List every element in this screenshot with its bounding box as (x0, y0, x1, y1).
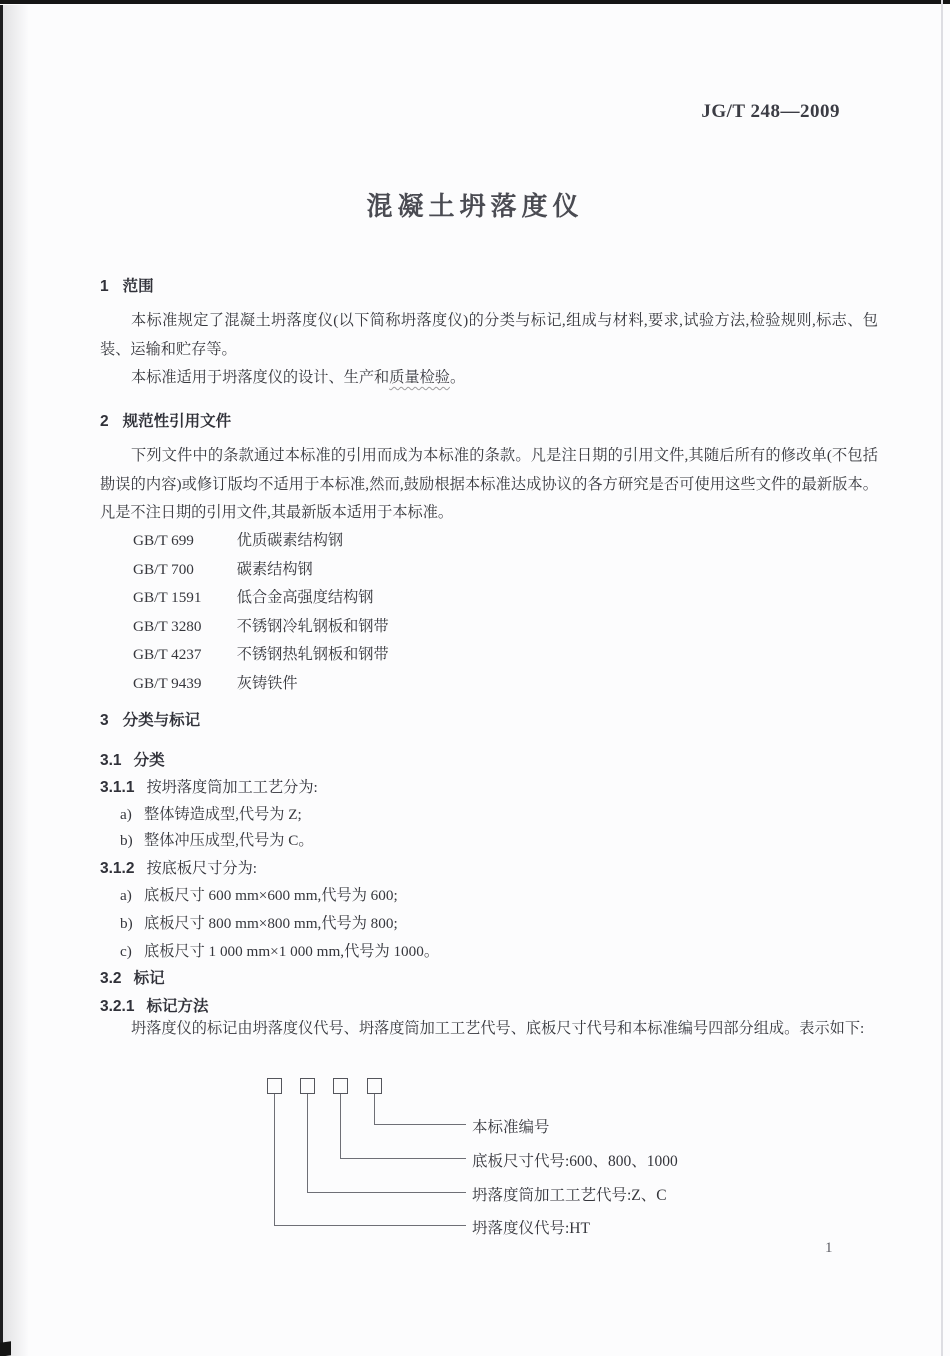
scan-edge-top (0, 0, 950, 4)
diagram-label-instrument-code: 坍落度仪代号:HT (472, 1220, 590, 1237)
page-number: 1 (825, 1240, 833, 1256)
section-3-2-1-number: 3.2.1 (100, 998, 135, 1015)
section-2-paragraph-1: 下列文件中的条款通过本标准的引用而成为本标准的条款。凡是注日期的引用文件,其随后所有的修改单(不包括勘误的内容)或修订版均不适用于本标准,然而,鼓励根据本标准达成协议的各方研究是否可使用这些文件的最新版本。凡是不注日期的引用文件,其最新版本适用于本标准。 (100, 447, 878, 522)
section-3-2-1-heading (100, 994, 209, 1016)
section-2-number: 2 (100, 413, 109, 430)
section-3-2-title: 标记 (133, 970, 165, 987)
reference-name: 碳素结构钢 (236, 560, 313, 578)
reference-name: 不锈钢冷轧钢板和钢带 (236, 617, 389, 635)
reference-code: GB/T 700 (133, 560, 194, 578)
reference-item (133, 670, 389, 699)
list-item-a (120, 803, 302, 824)
leader-line-vertical-1 (274, 1094, 275, 1225)
leader-line-horizontal-1 (274, 1225, 466, 1226)
notation-box-4 (367, 1078, 382, 1094)
item-text: 整体冲压成型,代号为 C。 (144, 832, 314, 849)
section-3-1-1-text: 按坍落度筒加工工艺分为: (146, 779, 318, 796)
leader-line-vertical-4 (374, 1094, 375, 1124)
section-3-2-1-title: 标记方法 (146, 998, 209, 1015)
section-3-1-2-heading (100, 857, 257, 878)
reference-code: GB/T 4237 (133, 646, 202, 664)
item-label: a) (120, 887, 132, 904)
reference-item (133, 613, 389, 642)
reference-name: 低合金高强度结构钢 (236, 589, 374, 607)
diagram-label-baseplate-code: 底板尺寸代号:600、800、1000 (472, 1153, 678, 1170)
item-label: c) (120, 943, 132, 960)
notation-box-1 (267, 1078, 282, 1094)
section-3-heading (100, 708, 200, 730)
item-text: 底板尺寸 600 mm×600 mm,代号为 600; (144, 887, 398, 904)
reference-name: 优质碳素结构钢 (236, 532, 344, 549)
section-3-2-number: 3.2 (100, 970, 122, 987)
section-3-1-2-number: 3.1.2 (100, 860, 135, 877)
reference-code: GB/T 699 (133, 532, 194, 549)
section-3-2-1-paragraph: 坍落度仪的标记由坍落度仪代号、坍落度筒加工工艺代号、底板尺寸代号和本标准编号四部分组成。表示如下: (131, 1020, 865, 1037)
section-3-1-1-heading (100, 776, 318, 797)
reference-item (133, 641, 389, 670)
leader-line-horizontal-2 (307, 1192, 466, 1193)
diagram-label-standard-number: 本标准编号 (472, 1119, 550, 1136)
item-label: b) (120, 915, 133, 932)
scan-corner-mark (0, 1341, 11, 1356)
section-3-1-title: 分类 (133, 752, 165, 769)
reference-code: GB/T 9439 (133, 674, 202, 692)
section-3-1-heading (100, 748, 165, 770)
reference-item (133, 556, 389, 585)
item-text: 底板尺寸 800 mm×800 mm,代号为 800; (144, 915, 398, 932)
section-1-paragraph-2 (100, 364, 878, 393)
list-item-b (120, 912, 398, 933)
section-1-paragraph-1: 本标准规定了混凝土坍落度仪(以下简称坍落度仪)的分类与标记,组成与材料,要求,试验方法,检验规则,标志、包装、运输和贮存等。 (100, 312, 878, 358)
leader-line-horizontal-3 (340, 1158, 466, 1159)
section-2-heading (100, 409, 231, 431)
section-1-number: 1 (100, 278, 109, 295)
section-2-title: 规范性引用文件 (122, 413, 232, 430)
notation-box-2 (300, 1078, 315, 1094)
list-item-a (120, 884, 398, 905)
list-item-c (120, 940, 439, 961)
reference-name: 不锈钢热轧钢板和钢带 (236, 646, 389, 664)
section-1-heading (100, 274, 154, 296)
leader-line-horizontal-4 (374, 1124, 466, 1125)
standard-code: JG/T 248—2009 (701, 101, 840, 122)
underlined-text: 质量检验 (389, 369, 450, 386)
list-item-b (120, 829, 314, 850)
section-3-1-2-text: 按底板尺寸分为: (146, 860, 258, 877)
reference-item (133, 584, 389, 613)
section-3-number: 3 (100, 712, 109, 729)
reference-code: GB/T 3280 (133, 617, 202, 635)
item-text: 底板尺寸 1 000 mm×1 000 mm,代号为 1000。 (144, 943, 440, 960)
notation-box-3 (333, 1078, 348, 1094)
paragraph-text: 。 (449, 369, 466, 386)
section-1-title: 范围 (122, 278, 154, 295)
reference-name: 灰铸铁件 (236, 674, 298, 692)
section-3-1-number: 3.1 (100, 752, 122, 769)
reference-code: GB/T 1591 (133, 589, 202, 607)
diagram-label-process-code: 坍落度筒加工工艺代号:Z、C (472, 1187, 667, 1204)
section-3-1-1-number: 3.1.1 (100, 779, 135, 796)
section-3-title: 分类与标记 (122, 712, 201, 729)
leader-line-vertical-2 (307, 1094, 308, 1192)
item-text: 整体铸造成型,代号为 Z; (144, 806, 302, 823)
reference-list (133, 527, 389, 699)
item-label: a) (120, 806, 132, 823)
paragraph-text: 本标准适用于坍落度仪的设计、生产和 (131, 369, 390, 386)
document-title: 混凝土坍落度仪 (366, 191, 584, 221)
item-label: b) (120, 832, 133, 849)
section-3-2-heading (100, 966, 165, 988)
leader-line-vertical-3 (340, 1094, 341, 1158)
reference-item (133, 527, 389, 556)
